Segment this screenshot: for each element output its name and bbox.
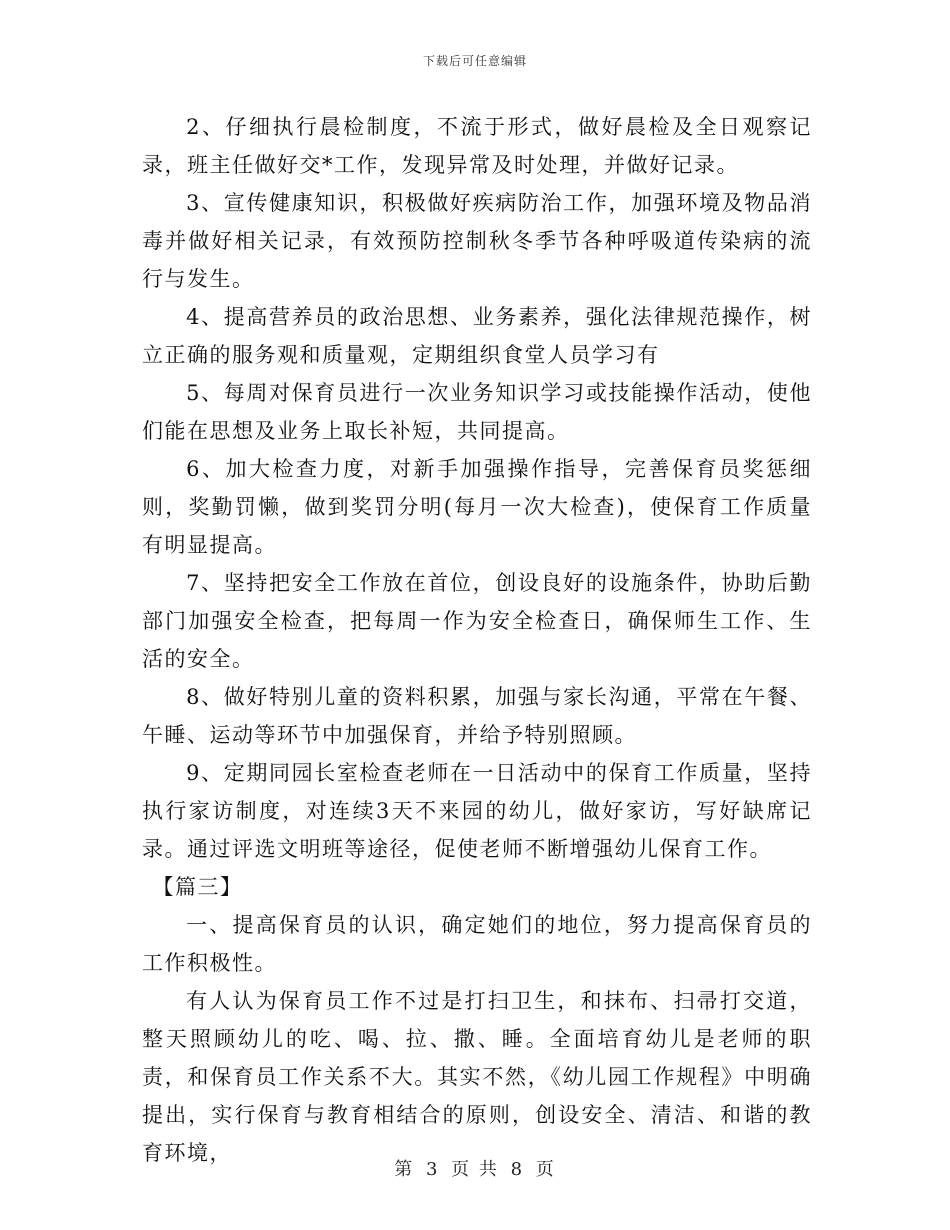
footer-total-pages: 8	[510, 1159, 525, 1180]
paragraph-section-intro: 一、提高保育员的认识，确定她们的地位，努力提高保育员的工作积极性。	[142, 913, 812, 975]
document-body	[142, 108, 812, 1172]
paragraph-item-6: 6、加大检查力度，对新手加强操作指导，完善保育员奖惩细则，奖勤罚懒，做到奖罚分明(每月一次大检查)，使保育工作质量有明显提高。	[142, 457, 812, 557]
paragraph-item-2: 2、仔细执行晨检制度，不流于形式，做好晨检及全日观察记录，班主任做好交*工作，发现异常及时处理，并做好记录。	[142, 115, 812, 177]
paragraph-section-body: 有人认为保育员工作不过是打扫卫生，和抹布、扫帚打交道，整天照顾幼儿的吃、喝、拉、撒、睡。全面培育幼儿是老师的职责，和保育员工作关系不大。其实不然，《幼儿园工作规程》中明确提出，实行保育与教育相结合的原则，创设安全、清洁、和谐的教育环境，	[142, 989, 812, 1165]
footer-page-number: 3	[425, 1159, 440, 1180]
paragraph-item-8: 8、做好特别儿童的资料积累，加强与家长沟通，平常在午餐、午睡、运动等环节中加强保育，并给予特别照顾。	[142, 685, 812, 747]
page-header: 下载后可任意编辑	[422, 54, 527, 68]
paragraph-item-5: 5、每周对保育员进行一次业务知识学习或技能操作活动，使他们能在思想及业务上取长补短，共同提高。	[142, 381, 812, 443]
page-footer	[0, 1155, 950, 1181]
paragraph-item-3: 3、宣传健康知识，积极做好疾病防治工作，加强环境及物品消毒并做好相关记录，有效预防控制秋冬季节各种呼吸道传染病的流行与发生。	[142, 191, 812, 291]
footer-suffix: 页	[535, 1159, 556, 1180]
footer-prefix: 第	[394, 1159, 415, 1180]
paragraph-item-9: 9、定期同园长室检查老师在一日活动中的保育工作质量，坚持执行家访制度，对连续3天不来园的幼儿，做好家访，写好缺席记录。通过评选文明班等途径，促使老师不断增强幼儿保育工作。	[142, 761, 812, 861]
paragraph-item-4: 4、提高营养员的政治思想、业务素养，强化法律规范操作，树立正确的服务观和质量观，定期组织食堂人员学习有	[142, 305, 812, 367]
footer-middle: 页 共	[451, 1159, 499, 1180]
paragraph-item-7: 7、坚持把安全工作放在首位，创设良好的设施条件，协助后勤部门加强安全检查，把每周一作为安全检查日，确保师生工作、生活的安全。	[142, 571, 812, 671]
section-heading: 【篇三】	[152, 875, 243, 899]
